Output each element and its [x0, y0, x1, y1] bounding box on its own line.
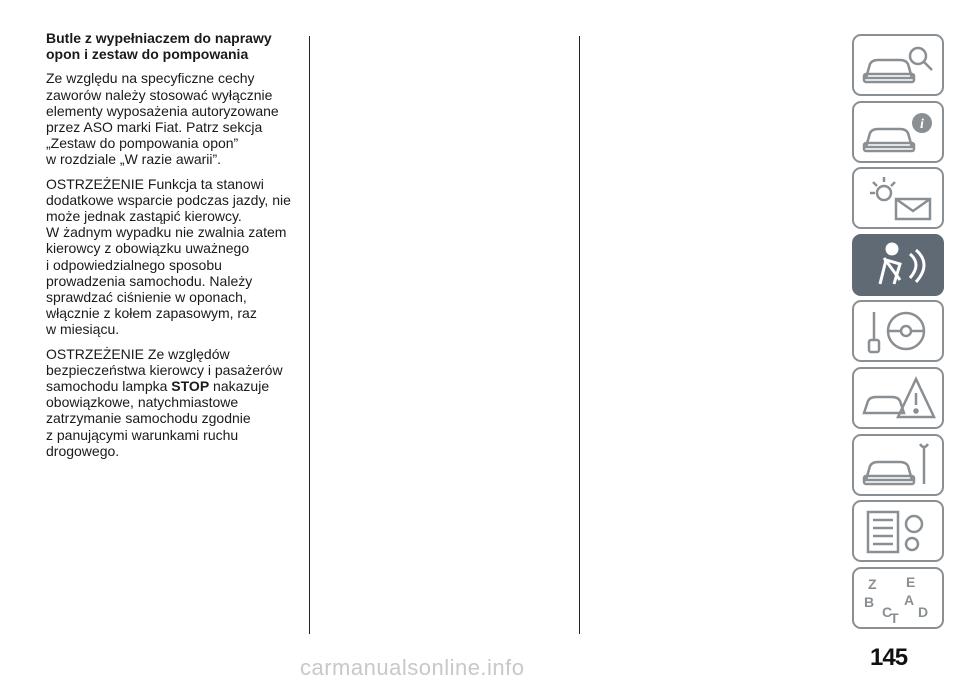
section-heading: Butle z wypełniaczem do naprawy opon i zestaw do pompowania — [46, 30, 272, 63]
page-number: 145 — [870, 644, 908, 671]
svg-text:Z: Z — [868, 575, 877, 592]
text-column — [46, 30, 296, 467]
paragraph-warning-support: OSTRZEŻENIE Funkcja ta stanowi dodatkowe wsparcie podczas jazdy, nie może jednak zastąpić kierowcy. W żadnym wypadku nie zwalnia zatem kierowcy z obowiązku uważnego i odpowiedzialnego sposobu prowadzenia samochodu. Należy sprawdzać ciśnienie w oponach, włącznie z kołem zapasowym, raz w miesiącu. — [46, 175, 291, 338]
watermark: carmanualsonline.info — [300, 655, 525, 680]
paragraph-warning-stop — [46, 346, 296, 459]
svg-text:B: B — [864, 593, 875, 610]
tab-knowing-your-car[interactable] — [852, 34, 944, 96]
column-divider-right — [579, 36, 580, 634]
car-warning-triangle-icon — [860, 373, 936, 423]
stop-text-before: OSTRZEŻENIE Ze względów bezpieczeństwa kierowcy i pasażerów samochodu lampka — [46, 345, 283, 395]
tab-index[interactable] — [852, 567, 944, 629]
tab-emergency[interactable] — [852, 367, 944, 429]
svg-text:E: E — [906, 573, 916, 590]
chapter-tabs — [852, 34, 948, 633]
tab-technical-data[interactable] — [852, 500, 944, 562]
tab-servicing[interactable] — [852, 434, 944, 496]
tab-starting-driving[interactable] — [852, 300, 944, 362]
car-wrench-icon — [860, 440, 936, 490]
column-divider-left — [309, 36, 310, 634]
car-info-icon — [860, 107, 936, 157]
alphabet-index-icon — [860, 573, 936, 623]
seatbelt-airbag-icon — [860, 240, 936, 290]
tab-car-info[interactable] — [852, 101, 944, 163]
checklist-gears-icon — [860, 506, 936, 556]
car-search-icon — [860, 40, 936, 90]
stop-keyword: STOP — [171, 378, 210, 395]
warning-light-envelope-icon — [860, 173, 936, 223]
svg-text:A: A — [904, 591, 915, 608]
stop-text-after: nakazuje obowiązkowe, natychmiastowe zatrzymanie samochodu zgodnie z panującymi warunkami ruchu drogowego. — [46, 378, 270, 459]
svg-text:T: T — [890, 609, 899, 623]
tab-safety[interactable] — [852, 234, 944, 296]
svg-text:D: D — [918, 603, 929, 620]
svg-text:i: i — [920, 116, 924, 132]
tab-dashboard-lights[interactable] — [852, 167, 944, 229]
steering-wheel-key-icon — [860, 306, 936, 356]
paragraph-valve-info: Ze względu na specyficzne cechy zaworów należy stosować wyłącznie elementy wyposażenia autoryzowane przez ASO marki Fiat. Patrz sekcja „Zestaw do pompowania opon” w rozdziale „W razie awarii”. — [46, 70, 279, 168]
svg-text:C: C — [882, 603, 893, 620]
